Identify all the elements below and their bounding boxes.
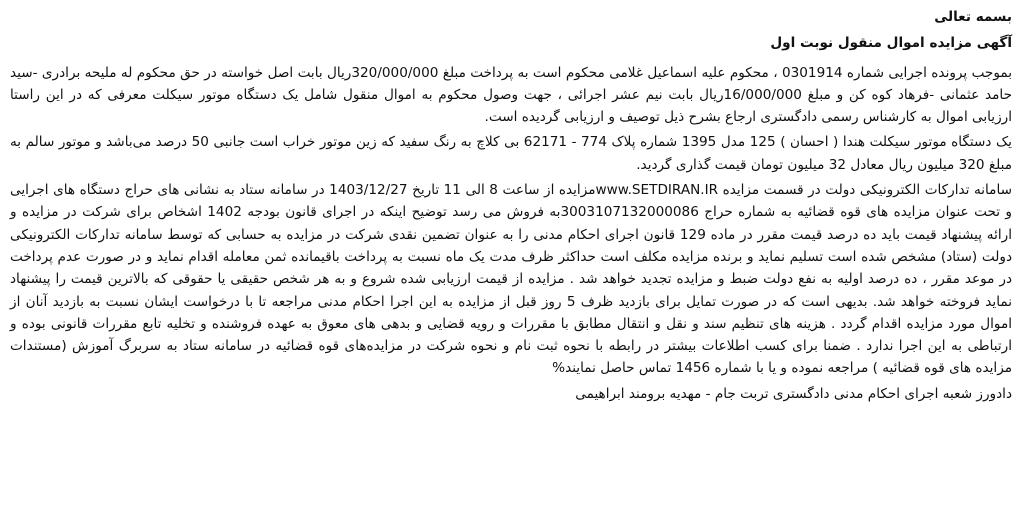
notice-paragraph-case: بموجب پرونده اجرایی شماره 0301914 ، محکوم علیه اسماعیل غلامی محکوم است به پرداخت مبلغ 320/000/000ریال بابت اصل خواسته در حق محکوم له ملیحه برادری -سید حامد عثمانی -فرهاد کوه کن و مبلغ 16/000/000ریال بابت نیم عشر اجرائی ، جهت وصول محکوم به اموال منقول شامل یک دستگاه موتور سیکلت معرفی که در این راستا ارزیابی اموال به کارشناس رسمی دادگستری ارجاع بشرح ذیل توصیف و ارزیابی گردیده است.	[10, 64, 1012, 126]
notice-paragraph-terms: سامانه تدارکات الکترونیکی دولت در قسمت مزایده www.SETDIRAN.IRمزایده از ساعت 8 الی 11 تاریخ 1403/12/27 در سامانه ستاد به نشانی های حراج دستگاه های اجرایی و تحت عنوان مزایده های قوه قضائیه به شماره حراج 3003107132000086به فروش می رسد توضیح اینکه در اجرای قانون بودجه 1402 اشخاص برای شرکت در مزایده و ارائه پیشنهاد قیمت باید ده درصد قیمت مقرر در ماده 129 قانون اجرای احکام مدنی را به عنوان تضمین نقدی شرکت در مزایده به حسابی که توسط سامانه تدارکات الکترونیکی دولت (ستاد) مشخص شده است تسلیم نماید و برنده مزایده مکلف است حداکثر ظرف مدت یک ماه نسبت به پرداخت باقیمانده ثمن معامله اقدام نماید و در صورت عدم پرداخت در موعد مقرر ، ده درصد اولیه به نفع دولت ضبط و مزایده تجدید خواهد شد . مزایده از قیمت ارزیابی شده شروع و به هر شخص حقیقی یا حقوقی که بالاترین قیمت را پیشنهاد نماید فروخته خواهد شد. بدیهی است که در صورت تمایل برای بازدید ظرف 5 روز قبل از مزایده به این اجرا احکام مدنی مراجعه تا با درخواست ایشان نسبت به بازدید آنان از اموال مورد مزایده اقدام گردد . هزینه های تنظیم سند و نقل و انتقال مطابق با مقررات و رویه قضایی و بدهی های معوق به عهده فروشنده و تخلیه تابع مقررات قانونی بوده و ارتباطی به این اجرا ندارد . ضمنا برای کسب اطلاعات بیشتر در رابطه با نحوه ثبت نام و نحوه شرکت در مزایده‌های قوه قضائیه در سامانه ستاد به سربرگ آموزش (مستندات مزایده های قوه قضائیه ) مراجعه نموده و یا با شماره 1456 تماس حاصل نمایند%	[10, 182, 1012, 377]
notice-title: بسمه تعالی	[934, 9, 1012, 25]
notice-subtitle: آگهی مزایده اموال منقول نوبت اول	[770, 35, 1012, 52]
notice-paragraph-item: یک دستگاه موتور سیکلت هندا ( احسان ) 125 مدل 1395 شماره پلاک 774 - 62171 بی کلاچ به رنگ سفید که زین موتور خراب است جانبی 50 درصد می‌باشد و موتور سالم به مبلغ 320 میلیون ریال معادل 32 میلیون تومان قیمت گذاری گردید.	[10, 134, 1012, 173]
notice-signature: دادورز شعبه اجرای احکام مدنی دادگستری تربت جام - مهدیه برومند ابراهیمی	[575, 385, 1012, 402]
